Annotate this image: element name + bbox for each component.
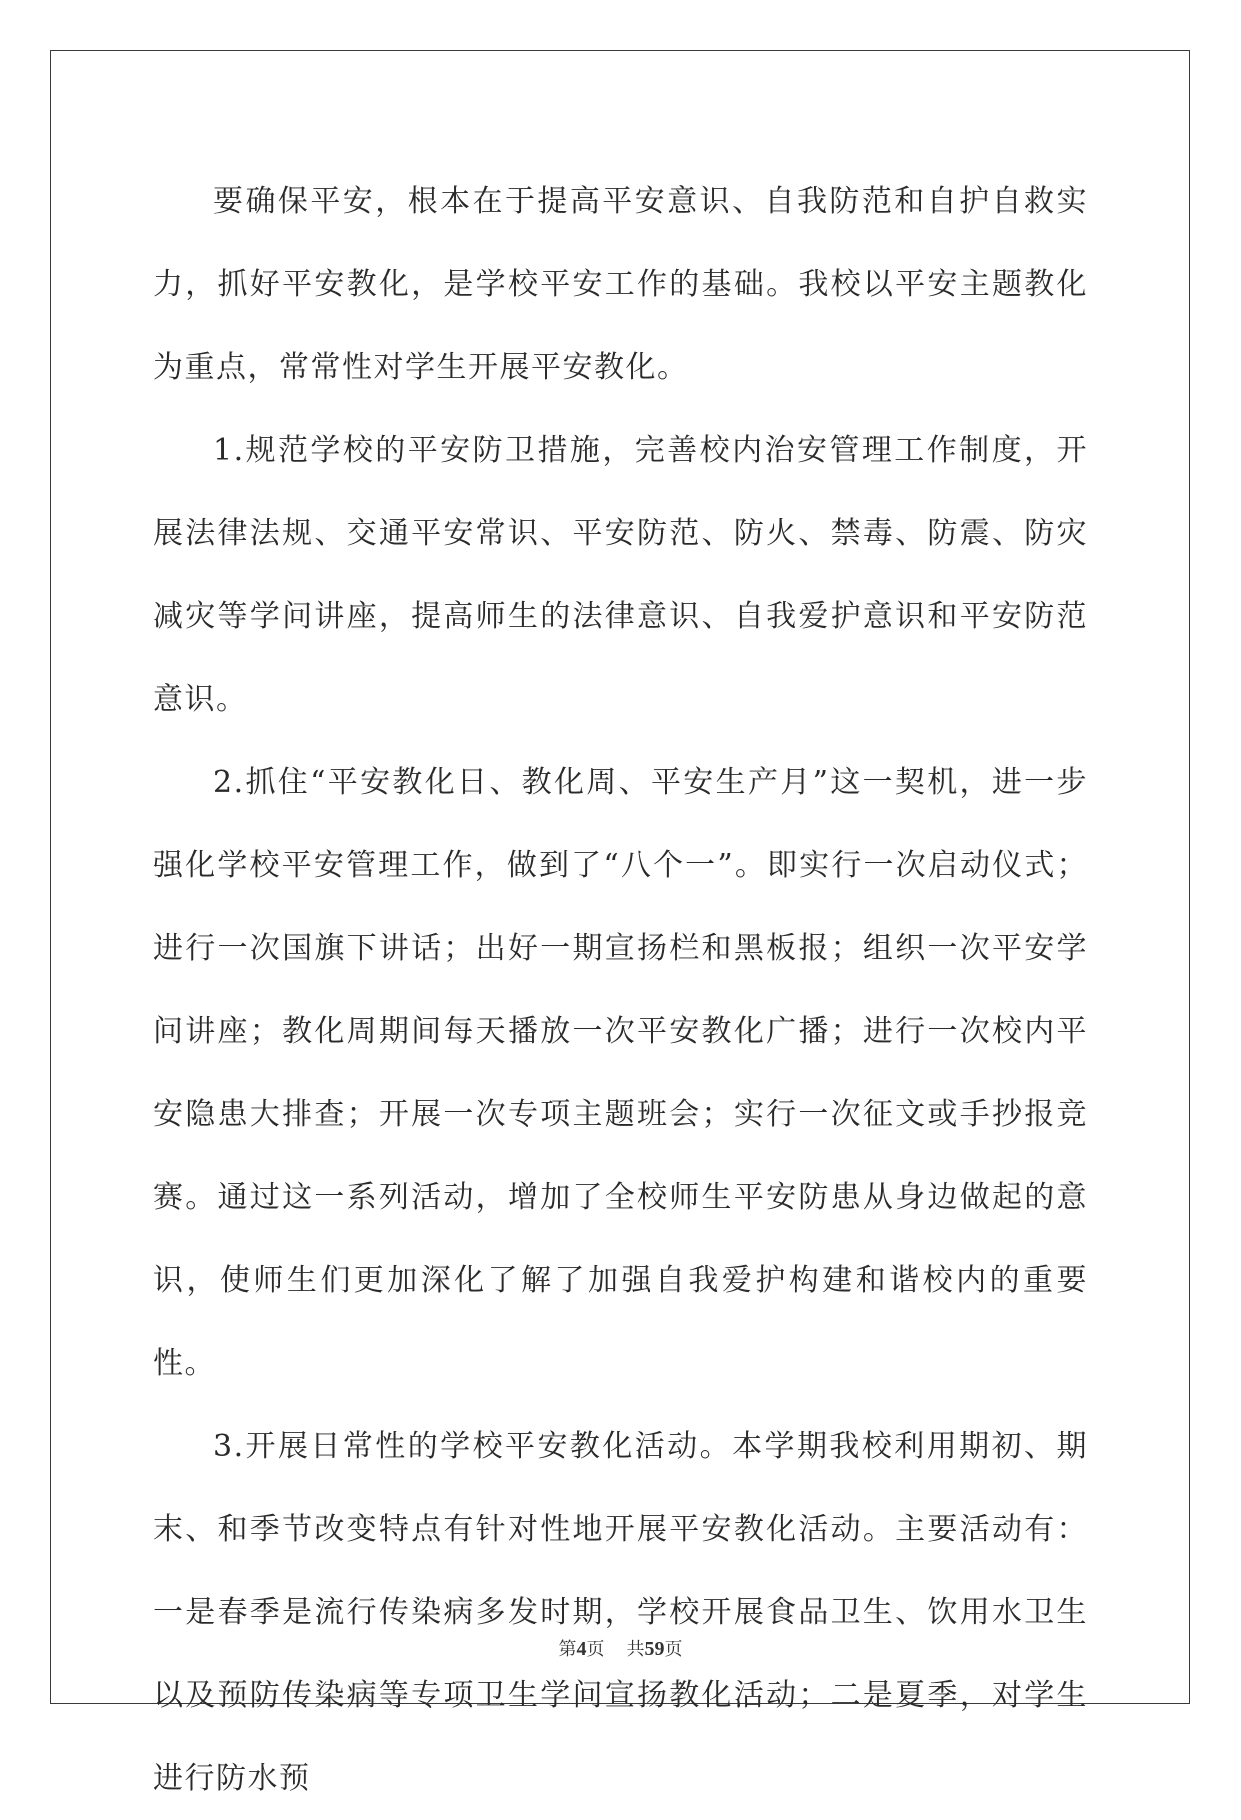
paragraph-item-1: 1.规范学校的平安防卫措施，完善校内治安管理工作制度，开展法律法规、交通平安常识、平安防范、防火、禁毒、防震、防灾减灾等学问讲座，提高师生的法律意识、自我爱护意识和平安防范意识。 [153,433,1088,717]
paragraph-item-2: 2.抓住“平安教化日、教化周、平安生产月”这一契机，进一步强化学校平安管理工作，做到了“八个一”。即实行一次启动仪式；进行一次国旗下讲话；出好一期宣扬栏和黑板报；组织一次平安学问讲座；教化周期间每天播放一次平安教化广播；进行一次校内平安隐患大排查；开展一次专项主题班会；实行一次征文或手抄报竞赛。通过这一系列活动，增加了全校师生平安防患从身边做起的意识，使师生们更加深化了解了加强自我爱护构建和谐校内的重要性。 [153,765,1088,1381]
current-page-number: 4 [576,1638,587,1660]
page-prefix: 第 [558,1639,577,1660]
document-body [153,160,1088,1820]
paragraph-item-3: 3.开展日常性的学校平安教化活动。本学期我校利用期初、期末、和季节改变特点有针对性地开展平安教化活动。主要活动有：一是春季是流行传染病多发时期，学校开展食品卫生、饮用水卫生以及预防传染病等专项卫生学问宣扬教化活动；二是夏季，对学生进行防水预 [153,1429,1088,1796]
paragraph-intro: 要确保平安，根本在于提高平安意识、自我防范和自护自救实力，抓好平安教化，是学校平安工作的基础。我校以平安主题教化为重点，常常性对学生开展平安教化。 [153,184,1088,385]
total-suffix: 页 [664,1639,683,1660]
page-footer [0,1635,1241,1661]
page-suffix: 页 [586,1639,605,1660]
total-prefix: 共 [626,1639,645,1660]
total-page-count: 59 [644,1638,665,1660]
